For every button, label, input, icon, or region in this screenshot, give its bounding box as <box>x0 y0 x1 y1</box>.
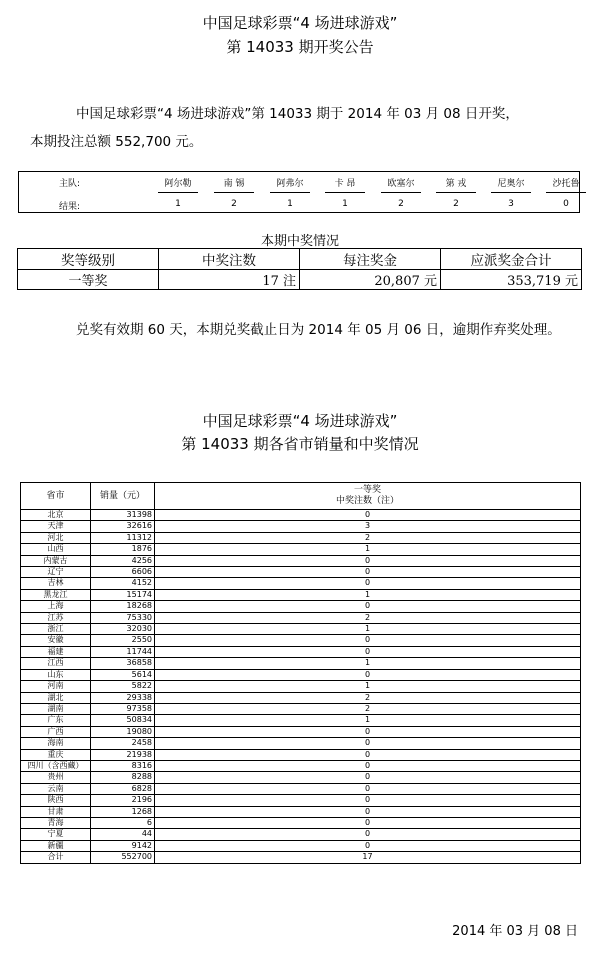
province-name: 四川（含西藏） <box>21 760 91 771</box>
match-divider <box>270 192 310 193</box>
province-prize-count: 0 <box>155 806 581 817</box>
province-header-prize-level: 一等奖 <box>353 485 381 495</box>
province-sales: 18268 <box>91 601 155 612</box>
province-prize-count: 1 <box>155 715 581 726</box>
prize-header-level: 奖等级别 <box>18 249 159 270</box>
province-name: 广东 <box>21 715 91 726</box>
province-prize-count: 0 <box>155 669 581 680</box>
province-sales: 9142 <box>91 840 155 851</box>
province-sales: 29338 <box>91 692 155 703</box>
province-sales: 1876 <box>91 544 155 555</box>
province-name: 安徽 <box>21 635 91 646</box>
claim-notice-text: 兑奖有效期 60 天，本期兑奖截止日为 2014 年 05 月 06 日，逾期作弃奖处理。 <box>76 322 561 338</box>
province-sales: 36858 <box>91 658 155 669</box>
province-row <box>21 726 581 737</box>
province-prize-count: 1 <box>155 681 581 692</box>
province-name: 江西 <box>21 658 91 669</box>
province-prize-count: 3 <box>155 521 581 532</box>
province-prize-count: 1 <box>155 658 581 669</box>
match-result: 2 <box>231 199 237 209</box>
prize-header-per-bet: 每注奖金 <box>300 249 441 270</box>
intro-line-2: 本期投注总额 552,700 元。 <box>30 134 203 150</box>
province-row <box>21 578 581 589</box>
match-team: 第 戎 <box>445 179 467 189</box>
prize-header-count: 中奖注数 <box>159 249 300 270</box>
province-row <box>21 738 581 749</box>
province-sales: 21938 <box>91 749 155 760</box>
province-sales: 75330 <box>91 612 155 623</box>
province-prize-count: 0 <box>155 829 581 840</box>
province-prize-count: 0 <box>155 601 581 612</box>
province-header-sales: 销量（元） <box>91 483 155 510</box>
prize-count: 17 注 <box>159 270 300 290</box>
province-prize-count: 1 <box>155 589 581 600</box>
match-divider <box>214 192 254 193</box>
sales-subtitle: 第 14033 期各省市销量和中奖情况 <box>181 435 419 453</box>
province-name: 黑龙江 <box>21 589 91 600</box>
match-divider <box>436 192 476 193</box>
province-name: 湖北 <box>21 692 91 703</box>
prize-table <box>17 248 582 290</box>
province-prize-count: 0 <box>155 840 581 851</box>
match-result: 2 <box>398 199 404 209</box>
province-row <box>21 612 581 623</box>
province-sales: 19080 <box>91 726 155 737</box>
province-name: 北京 <box>21 510 91 521</box>
province-row <box>21 681 581 692</box>
province-prize-count: 17 <box>155 852 581 863</box>
province-prize-count: 0 <box>155 635 581 646</box>
province-prize-count: 2 <box>155 692 581 703</box>
announcement-subtitle: 第 14033 期开奖公告 <box>226 38 374 56</box>
province-name: 浙江 <box>21 624 91 635</box>
province-sales: 50834 <box>91 715 155 726</box>
province-sales: 11312 <box>91 532 155 543</box>
province-row <box>21 658 581 669</box>
province-header-prize-count: 中奖注数（注） <box>335 496 399 506</box>
province-row <box>21 852 581 863</box>
intro-line-1: 中国足球彩票“4 场进球游戏”第 14033 期于 2014 年 03 月 08 日开奖， <box>76 106 519 122</box>
province-prize-count: 0 <box>155 738 581 749</box>
province-prize-count: 0 <box>155 510 581 521</box>
province-row <box>21 692 581 703</box>
province-name: 甘肃 <box>21 806 91 817</box>
match-team: 欧塞尔 <box>387 179 415 189</box>
province-sales: 31398 <box>91 510 155 521</box>
province-sales: 32030 <box>91 624 155 635</box>
province-name: 贵州 <box>21 772 91 783</box>
province-sales: 2196 <box>91 795 155 806</box>
province-row <box>21 760 581 771</box>
province-prize-count: 0 <box>155 772 581 783</box>
province-row <box>21 715 581 726</box>
province-name: 云南 <box>21 783 91 794</box>
province-sales: 2458 <box>91 738 155 749</box>
province-row <box>21 532 581 543</box>
province-sales: 2550 <box>91 635 155 646</box>
match-result: 0 <box>563 199 569 209</box>
province-prize-count: 1 <box>155 544 581 555</box>
match-team: 尼奥尔 <box>497 179 525 189</box>
province-sales: 5614 <box>91 669 155 680</box>
province-prize-count: 2 <box>155 612 581 623</box>
province-sales: 8316 <box>91 760 155 771</box>
province-prize-count: 0 <box>155 817 581 828</box>
province-row <box>21 521 581 532</box>
province-row <box>21 589 581 600</box>
match-divider <box>325 192 365 193</box>
match-result-label: 结果: <box>59 202 81 212</box>
province-header-prize <box>155 483 581 510</box>
prize-level: 一等奖 <box>18 270 159 290</box>
match-result: 1 <box>342 199 348 209</box>
province-name: 江苏 <box>21 612 91 623</box>
sales-title: 中国足球彩票“4 场进球游戏” <box>202 412 398 430</box>
province-row <box>21 544 581 555</box>
province-prize-count: 0 <box>155 555 581 566</box>
prize-section-title: 本期中奖情况 <box>260 234 339 249</box>
province-row <box>21 783 581 794</box>
province-sales: 4256 <box>91 555 155 566</box>
province-prize-count: 0 <box>155 726 581 737</box>
province-sales: 6 <box>91 817 155 828</box>
province-row <box>21 510 581 521</box>
province-name: 山东 <box>21 669 91 680</box>
province-sales: 11744 <box>91 646 155 657</box>
province-name: 合计 <box>21 852 91 863</box>
province-row <box>21 749 581 760</box>
prize-header-row <box>18 249 582 270</box>
province-name: 河北 <box>21 532 91 543</box>
match-divider <box>381 192 421 193</box>
province-sales: 6606 <box>91 567 155 578</box>
match-result: 1 <box>175 199 181 209</box>
province-sales: 15174 <box>91 589 155 600</box>
match-results-table <box>18 171 580 213</box>
province-row <box>21 817 581 828</box>
claim-notice <box>30 318 590 342</box>
province-sales: 8288 <box>91 772 155 783</box>
province-row <box>21 567 581 578</box>
province-header-row <box>21 483 581 510</box>
match-team: 阿尔勒 <box>164 179 192 189</box>
province-name: 湖南 <box>21 703 91 714</box>
province-sales: 97358 <box>91 703 155 714</box>
prize-row <box>18 270 582 290</box>
province-sales: 5822 <box>91 681 155 692</box>
province-row <box>21 624 581 635</box>
match-team: 南 锡 <box>223 179 245 189</box>
match-result: 2 <box>453 199 459 209</box>
province-prize-count: 0 <box>155 646 581 657</box>
province-sales: 44 <box>91 829 155 840</box>
province-row <box>21 703 581 714</box>
province-name: 陕西 <box>21 795 91 806</box>
province-row <box>21 635 581 646</box>
province-row <box>21 646 581 657</box>
prize-header-total: 应派奖金合计 <box>441 249 582 270</box>
province-row <box>21 795 581 806</box>
province-row <box>21 669 581 680</box>
match-result: 1 <box>287 199 293 209</box>
match-team-label: 主队: <box>59 179 81 189</box>
province-name: 海南 <box>21 738 91 749</box>
province-header-name: 省市 <box>21 483 91 510</box>
province-sales: 4152 <box>91 578 155 589</box>
province-prize-count: 0 <box>155 749 581 760</box>
footer-date: 2014 年 03 月 08 日 <box>452 924 578 939</box>
match-team: 阿弗尔 <box>276 179 304 189</box>
match-divider <box>546 192 586 193</box>
province-prize-count: 0 <box>155 795 581 806</box>
province-name: 辽宁 <box>21 567 91 578</box>
province-sales: 1268 <box>91 806 155 817</box>
province-prize-count: 2 <box>155 703 581 714</box>
match-result: 3 <box>508 199 514 209</box>
province-name: 内蒙古 <box>21 555 91 566</box>
province-sales-table <box>20 482 581 864</box>
province-sales: 6828 <box>91 783 155 794</box>
match-divider <box>158 192 198 193</box>
province-row <box>21 829 581 840</box>
province-sales: 552700 <box>91 852 155 863</box>
province-name: 吉林 <box>21 578 91 589</box>
intro-paragraph <box>30 100 590 156</box>
province-name: 宁夏 <box>21 829 91 840</box>
match-team: 沙托鲁 <box>552 179 580 189</box>
prize-per-bet: 20,807 元 <box>300 270 441 290</box>
announcement-title: 中国足球彩票“4 场进球游戏” <box>202 14 398 32</box>
province-row <box>21 806 581 817</box>
match-divider <box>491 192 531 193</box>
province-prize-count: 0 <box>155 578 581 589</box>
province-prize-count: 0 <box>155 567 581 578</box>
province-name: 上海 <box>21 601 91 612</box>
province-sales: 32616 <box>91 521 155 532</box>
province-name: 河南 <box>21 681 91 692</box>
province-row <box>21 555 581 566</box>
province-name: 新疆 <box>21 840 91 851</box>
province-prize-count: 0 <box>155 783 581 794</box>
province-name: 广西 <box>21 726 91 737</box>
prize-total: 353,719 元 <box>441 270 582 290</box>
province-name: 天津 <box>21 521 91 532</box>
province-row <box>21 772 581 783</box>
province-name: 重庆 <box>21 749 91 760</box>
province-row <box>21 601 581 612</box>
province-prize-count: 0 <box>155 760 581 771</box>
province-name: 青海 <box>21 817 91 828</box>
province-name: 山西 <box>21 544 91 555</box>
province-row <box>21 840 581 851</box>
match-team: 卡 昂 <box>334 179 356 189</box>
province-prize-count: 2 <box>155 532 581 543</box>
province-name: 福建 <box>21 646 91 657</box>
province-prize-count: 1 <box>155 624 581 635</box>
